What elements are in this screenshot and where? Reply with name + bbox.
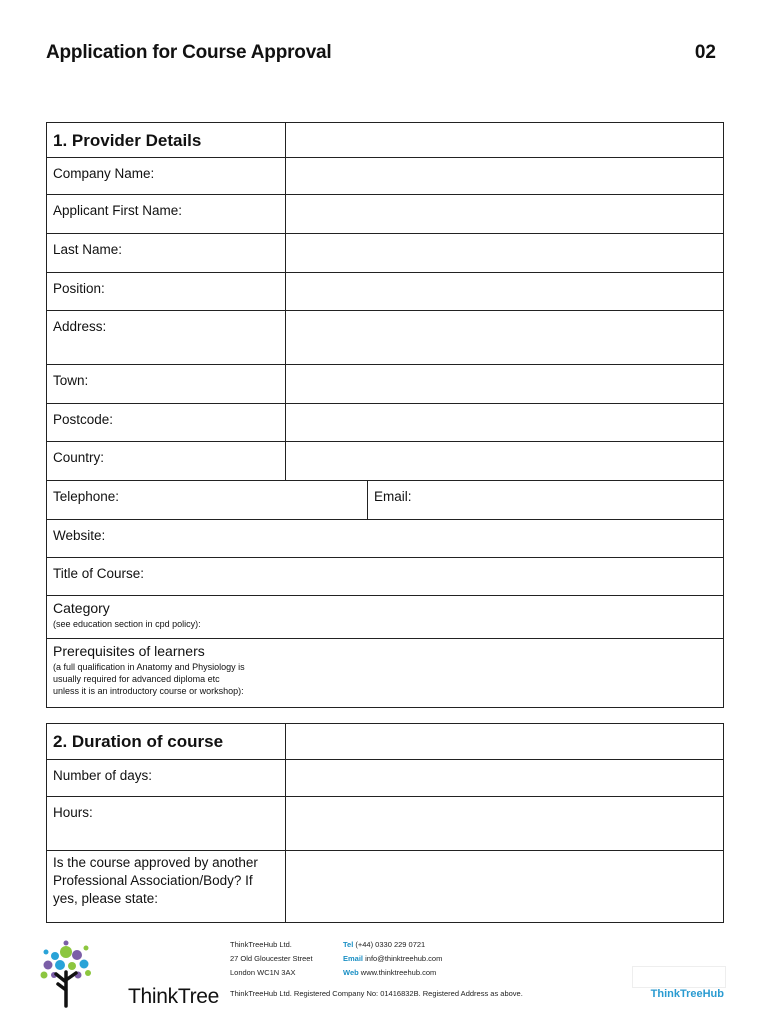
company-name-label: Company Name: — [47, 158, 286, 195]
town-field[interactable] — [286, 365, 724, 404]
approved-by-body-field[interactable] — [286, 851, 724, 923]
postcode-field[interactable] — [286, 404, 724, 442]
address-label: Address: — [47, 311, 286, 365]
company-name-field[interactable] — [286, 158, 724, 195]
footer-brand: ThinkTreeHub — [650, 988, 724, 1000]
footer-street: 27 Old Gloucester Street — [230, 954, 313, 963]
applicant-first-name-label: Applicant First Name: — [47, 195, 286, 234]
footer-contacts — [343, 938, 442, 980]
footer-email-label: Email — [343, 954, 364, 963]
position-label: Position: — [47, 273, 286, 311]
thinktree-logo — [36, 940, 220, 1010]
category-note: (see education section in cpd policy): — [53, 618, 201, 629]
applicant-first-name-field[interactable] — [286, 195, 724, 234]
approved-by-body-label: Is the course approved by another Professional Association/Body? If yes, please state: — [47, 851, 286, 923]
postcode-label: Postcode: — [47, 404, 286, 442]
number-of-days-label: Number of days: — [47, 760, 286, 797]
page-number: 02 — [694, 42, 716, 63]
category-label: Category — [53, 600, 110, 616]
address-field[interactable] — [286, 311, 724, 365]
prerequisites-note-line-3: unless it is an introductory course or workshop): — [53, 685, 244, 696]
prerequisites-note-line-1: (a full qualification in Anatomy and Physiology is — [53, 661, 245, 672]
footer-tel-label: Tel — [343, 940, 354, 949]
last-name-label: Last Name: — [47, 234, 286, 273]
country-field[interactable] — [286, 442, 724, 481]
town-label: Town: — [47, 365, 286, 404]
footer-city: London WC1N 3AX — [230, 968, 296, 977]
hours-label: Hours: — [47, 797, 286, 851]
footer-company: ThinkTreeHub Ltd. — [230, 940, 292, 949]
email-field[interactable] — [368, 481, 724, 519]
section-2-heading: 2. Duration of course — [53, 732, 224, 751]
duration-table — [46, 723, 724, 923]
last-name-field[interactable] — [286, 234, 724, 273]
footer-email[interactable]: info@thinktreehub.com — [365, 954, 443, 963]
page-title: Application for Course Approval — [46, 42, 332, 63]
footer-tel[interactable]: (+44) 0330 229 0721 — [355, 940, 426, 949]
page-footer — [0, 932, 770, 1022]
provider-details-table — [46, 122, 724, 708]
website-label: Website: — [53, 528, 106, 543]
prerequisites-note-line-2: usually required for advanced diploma etc — [53, 673, 220, 684]
title-of-course-label: Title of Course: — [53, 566, 145, 581]
tree-icon — [36, 940, 96, 1010]
brand-decoration — [632, 966, 726, 988]
telephone-label: Telephone: — [53, 489, 120, 504]
telephone-field[interactable] — [47, 481, 368, 519]
section-2-header-field[interactable] — [286, 724, 724, 760]
hours-field[interactable] — [286, 797, 724, 851]
footer-web[interactable]: www.thinktreehub.com — [360, 968, 437, 977]
title-of-course-field[interactable] — [47, 558, 724, 596]
number-of-days-field[interactable] — [286, 760, 724, 797]
footer-registration: ThinkTreeHub Ltd. Registered Company No: 01416832B. Registered Address as above. — [230, 989, 523, 998]
position-field[interactable] — [286, 273, 724, 311]
section-1-heading: 1. Provider Details — [53, 131, 202, 150]
prerequisites-field[interactable] — [47, 639, 724, 708]
category-field[interactable] — [47, 596, 724, 639]
country-label: Country: — [47, 442, 286, 481]
footer-address — [230, 938, 313, 980]
logo-wordmark: ThinkTree — [128, 985, 220, 1008]
email-label: Email: — [374, 489, 412, 504]
prerequisites-label: Prerequisites of learners — [53, 643, 205, 659]
footer-web-label: Web — [343, 968, 359, 977]
section-1-header-field[interactable] — [286, 123, 724, 158]
website-field[interactable] — [47, 520, 724, 558]
